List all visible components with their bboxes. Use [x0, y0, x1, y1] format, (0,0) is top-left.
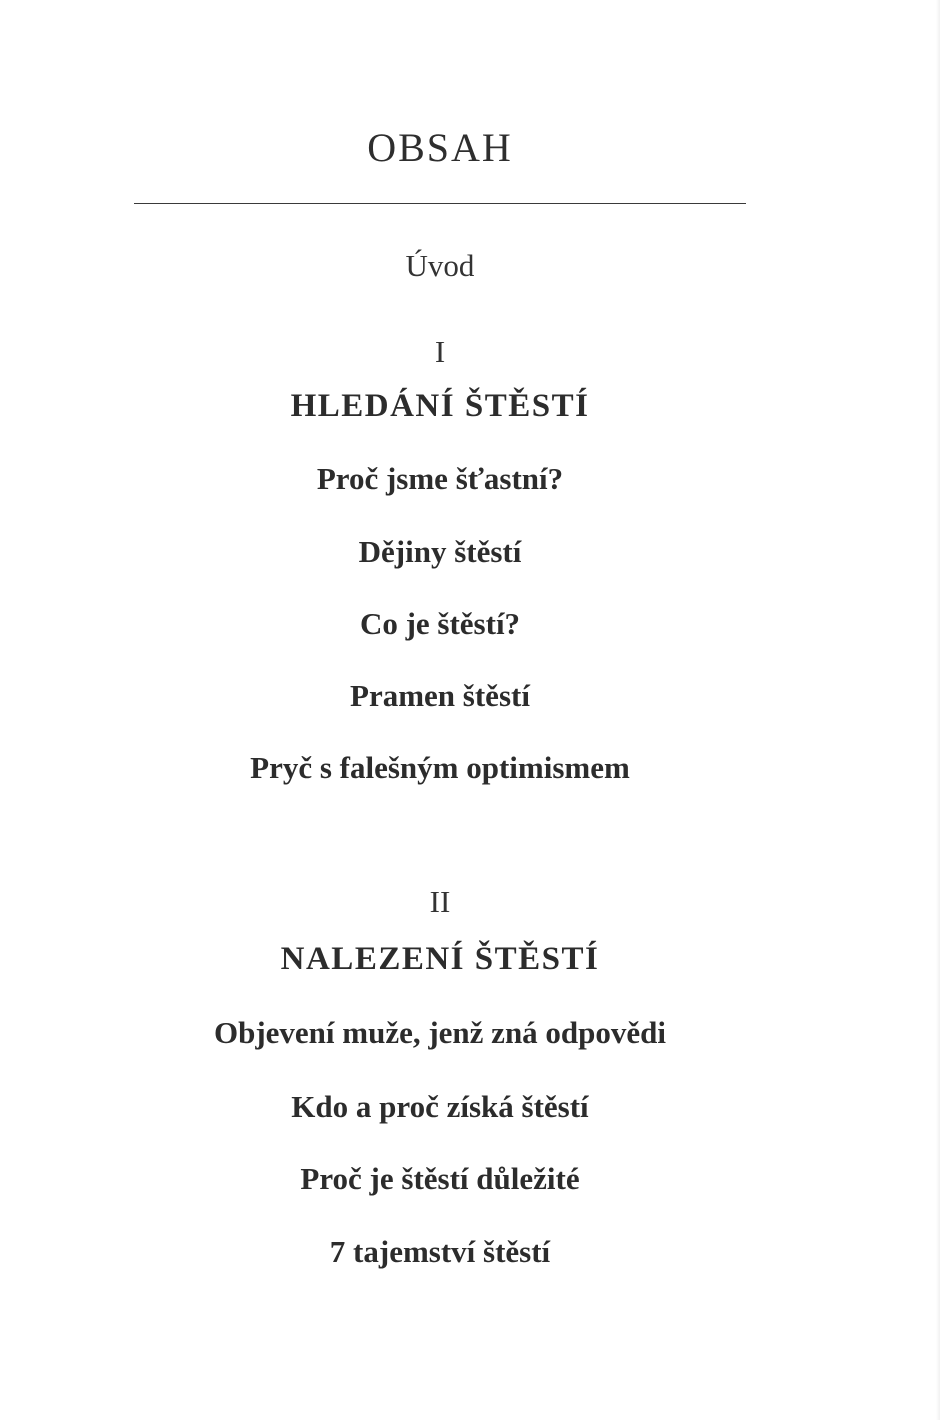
part-number-2: II	[429, 884, 451, 919]
toc-entry: Kdo a proč získá štěstí	[291, 1089, 589, 1124]
toc-entry: Proč je štěstí důležité	[300, 1161, 580, 1196]
part-title-2: NALEZENÍ ŠTĚSTÍ	[280, 941, 600, 977]
part-number-1: I	[434, 334, 446, 369]
toc-entry: 7 tajemství štěstí	[329, 1234, 551, 1269]
toc-entry: Dějiny štěstí	[358, 534, 522, 569]
title-divider	[134, 203, 746, 204]
toc-entry: Co je štěstí?	[359, 606, 521, 641]
toc-entry: Proč jsme šťastní?	[316, 461, 564, 496]
page-edge-shadow	[936, 0, 940, 1420]
toc-entry-intro: Úvod	[405, 248, 475, 283]
toc-entry: Objevení muže, jenž zná odpovědi	[213, 1015, 667, 1050]
toc-entry: Pramen štěstí	[350, 678, 530, 713]
page-title: OBSAH	[367, 125, 513, 170]
part-title-1: HLEDÁNÍ ŠTĚSTÍ	[290, 388, 590, 424]
toc-entry: Pryč s falešným optimismem	[250, 750, 630, 785]
